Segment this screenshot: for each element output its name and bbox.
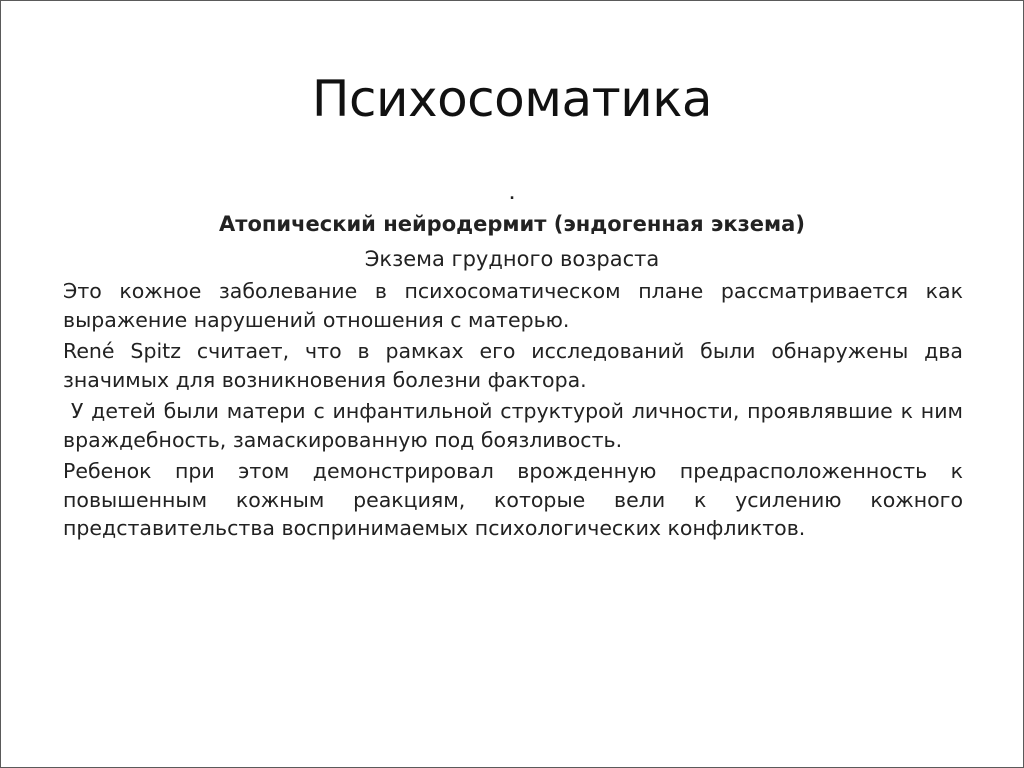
paragraph: У детей были матери с инфантильной структурой личности, проявлявшие к ним враждебность, замаскированную под боязливость.: [63, 399, 970, 452]
slide-subtitle: Атопический нейродермит (эндогенная экзема): [219, 212, 805, 236]
slide-title: Психосоматика: [311, 70, 713, 128]
paragraph: René Spitz считает, что в рамках его исследований были обнаружены два значимых для возникновения болезни фактора.: [63, 339, 963, 392]
slide-body: [63, 277, 970, 546]
bullet-dot: .: [509, 187, 515, 203]
slide-subtitle-secondary: Экзема грудного возраста: [364, 247, 660, 271]
paragraph: Это кожное заболевание в психосоматическом плане рассматривается как выражение нарушений отношения с матерью.: [63, 279, 963, 332]
paragraph: Ребенок при этом демонстрировал врожденную предрасположенность к повышенным кожным реакциям, которые вели к усилению кожного представительства воспринимаемых психологических конфликтов.: [63, 459, 963, 540]
